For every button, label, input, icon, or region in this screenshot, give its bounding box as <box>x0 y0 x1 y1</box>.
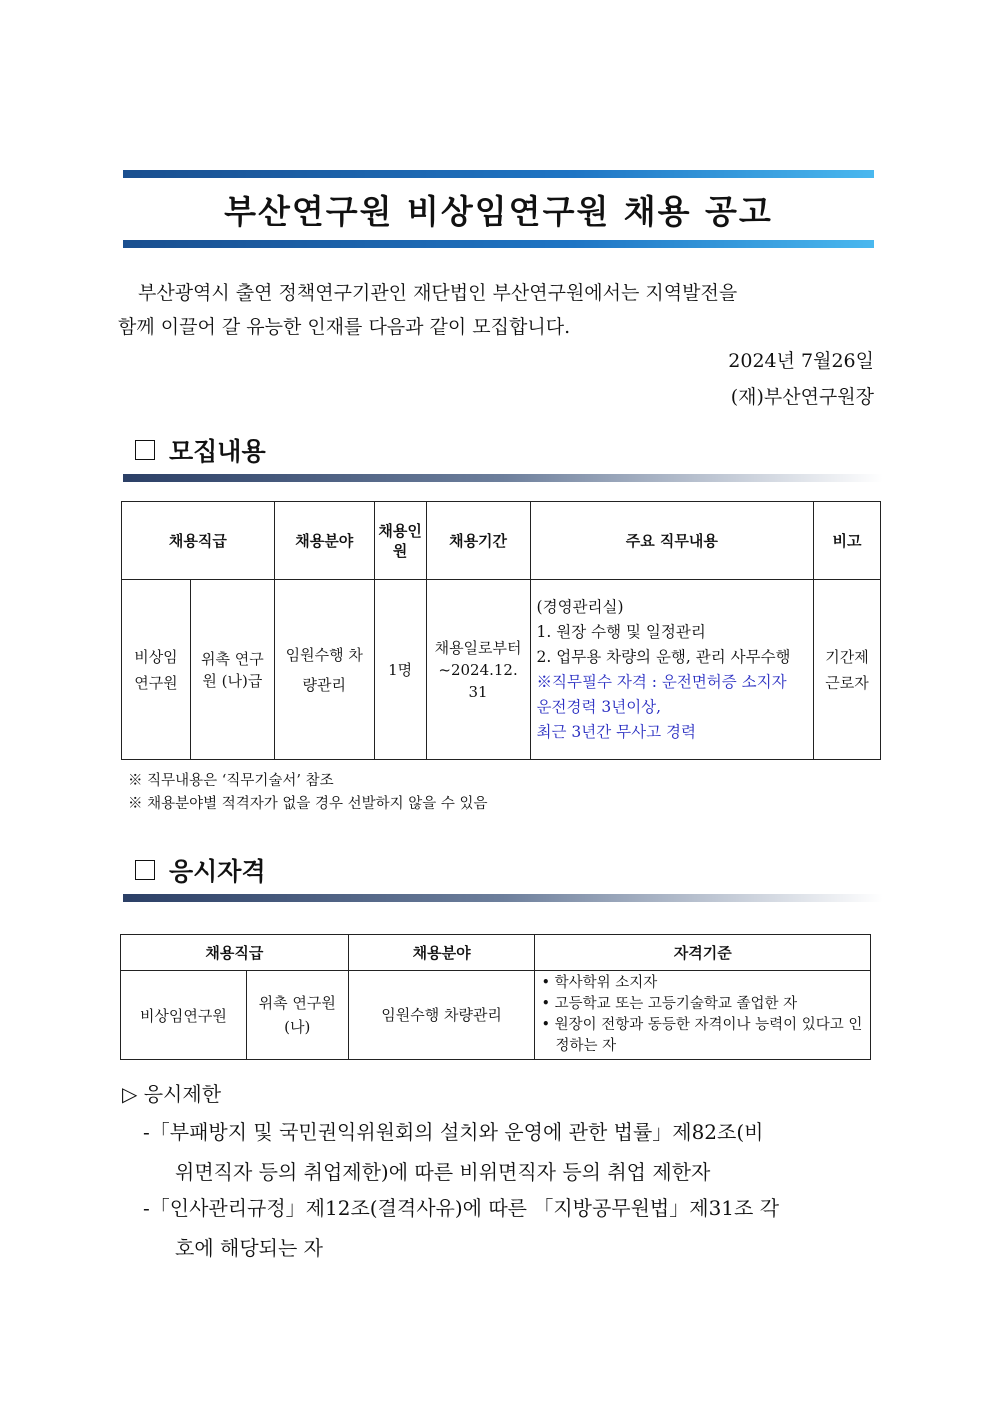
restriction-item-1 <box>143 1112 873 1192</box>
restriction-item-2 <box>143 1188 873 1268</box>
criteria-item: • 원장이 전항과 동등한 자격이나 능력이 있다고 인정하는 자 <box>541 1017 863 1054</box>
section-qualifications-heading <box>123 850 883 890</box>
intro-line-2: 함께 이끌어 갈 유능한 인재를 다음과 같이 모집합니다. <box>118 316 571 338</box>
criteria-item: • 학사학위 소지자 <box>541 975 658 991</box>
restrictions-heading: ▷ 응시제한 <box>122 1082 222 1106</box>
restriction-2-line-2: 호에 해당되는 자 <box>175 1236 323 1260</box>
section-recruitment-title: 모집내용 <box>169 437 266 466</box>
restriction-1-line-1: -「부패방지 및 국민권익위원회의 설치와 운영에 관한 법률」제82조(비 <box>143 1120 764 1144</box>
recruitment-table <box>121 501 881 760</box>
header-note: 비고 <box>814 502 881 580</box>
duties-requirement-1: ※직무필수 자격 : 운전면허증 소지자 <box>536 672 787 691</box>
title-block <box>123 170 874 248</box>
intro-paragraph <box>118 276 876 344</box>
section-qualifications-title: 응시자격 <box>169 857 266 886</box>
cell-field: 임원수행 차량관리 <box>274 580 374 760</box>
duties-dept: (경영관리실) <box>536 597 624 616</box>
cell-field: 임원수행 차량관리 <box>348 971 535 1060</box>
cell-grade-a: 비상임 연구원 <box>122 580 191 760</box>
cell-grade-a: 비상임연구원 <box>121 971 247 1060</box>
note-2: ※ 채용분야별 적격자가 없을 경우 선발하지 않을 수 있음 <box>128 796 488 812</box>
duties-requirement-3: 최근 3년간 무사고 경력 <box>536 722 696 741</box>
table-row <box>122 580 881 760</box>
duties-item-2: 2. 업무용 차량의 운행, 관리 사무수행 <box>536 647 791 666</box>
table-row <box>121 971 871 1060</box>
issuer: (재)부산연구원장 <box>730 386 874 408</box>
header-count: 채용인원 <box>374 502 426 580</box>
announcement-date: 2024년 7월26일 <box>728 350 874 372</box>
cell-grade-b: 위촉 연구원(나) <box>246 971 348 1060</box>
cell-period: 채용일로부터 ~2024.12. 31 <box>426 580 530 760</box>
header-grade: 채용직급 <box>122 502 275 580</box>
header-criteria: 자격기준 <box>535 935 871 971</box>
recruitment-notes <box>128 770 488 816</box>
intro-line-1: 부산광역시 출연 정책연구기관인 재단법인 부산연구원에서는 지역발전을 <box>138 282 738 304</box>
cell-note: 기간제 근로자 <box>814 580 881 760</box>
restriction-1-line-2: 위면직자 등의 취업제한)에 따른 비위면직자 등의 취업 제한자 <box>175 1160 711 1184</box>
qualifications-table <box>120 934 871 1060</box>
checkbox-icon <box>135 440 155 460</box>
header-duties: 주요 직무내용 <box>530 502 814 580</box>
title-bottom-bar <box>123 240 874 248</box>
checkbox-icon <box>135 860 155 880</box>
page-title: 부산연구원 비상임연구원 채용 공고 <box>224 191 773 231</box>
criteria-item: • 고등학교 또는 고등기술학교 졸업한 자 <box>541 996 798 1012</box>
restriction-2-line-1: -「인사관리규정」제12조(결격사유)에 따른 「지방공무원법」제31조 각 <box>143 1196 780 1220</box>
cell-count: 1명 <box>374 580 426 760</box>
duties-item-1: 1. 원장 수행 및 일정관리 <box>536 622 706 641</box>
section-recruitment-heading <box>123 430 883 470</box>
duties-requirement-2: 운전경력 3년이상, <box>536 697 662 716</box>
section-qualifications <box>123 850 883 902</box>
cell-duties <box>530 580 814 760</box>
header-period: 채용기간 <box>426 502 530 580</box>
section-recruitment <box>123 430 883 482</box>
header-field: 채용분야 <box>348 935 535 971</box>
note-1: ※ 직무내용은 ‘직무기술서’ 참조 <box>128 773 334 789</box>
header-field: 채용분야 <box>274 502 374 580</box>
cell-criteria <box>535 971 871 1060</box>
section-qualifications-rule <box>123 894 883 902</box>
title-top-bar <box>123 170 874 178</box>
section-recruitment-rule <box>123 474 883 482</box>
cell-grade-b: 위촉 연구원 (나)급 <box>190 580 274 760</box>
header-grade: 채용직급 <box>121 935 349 971</box>
